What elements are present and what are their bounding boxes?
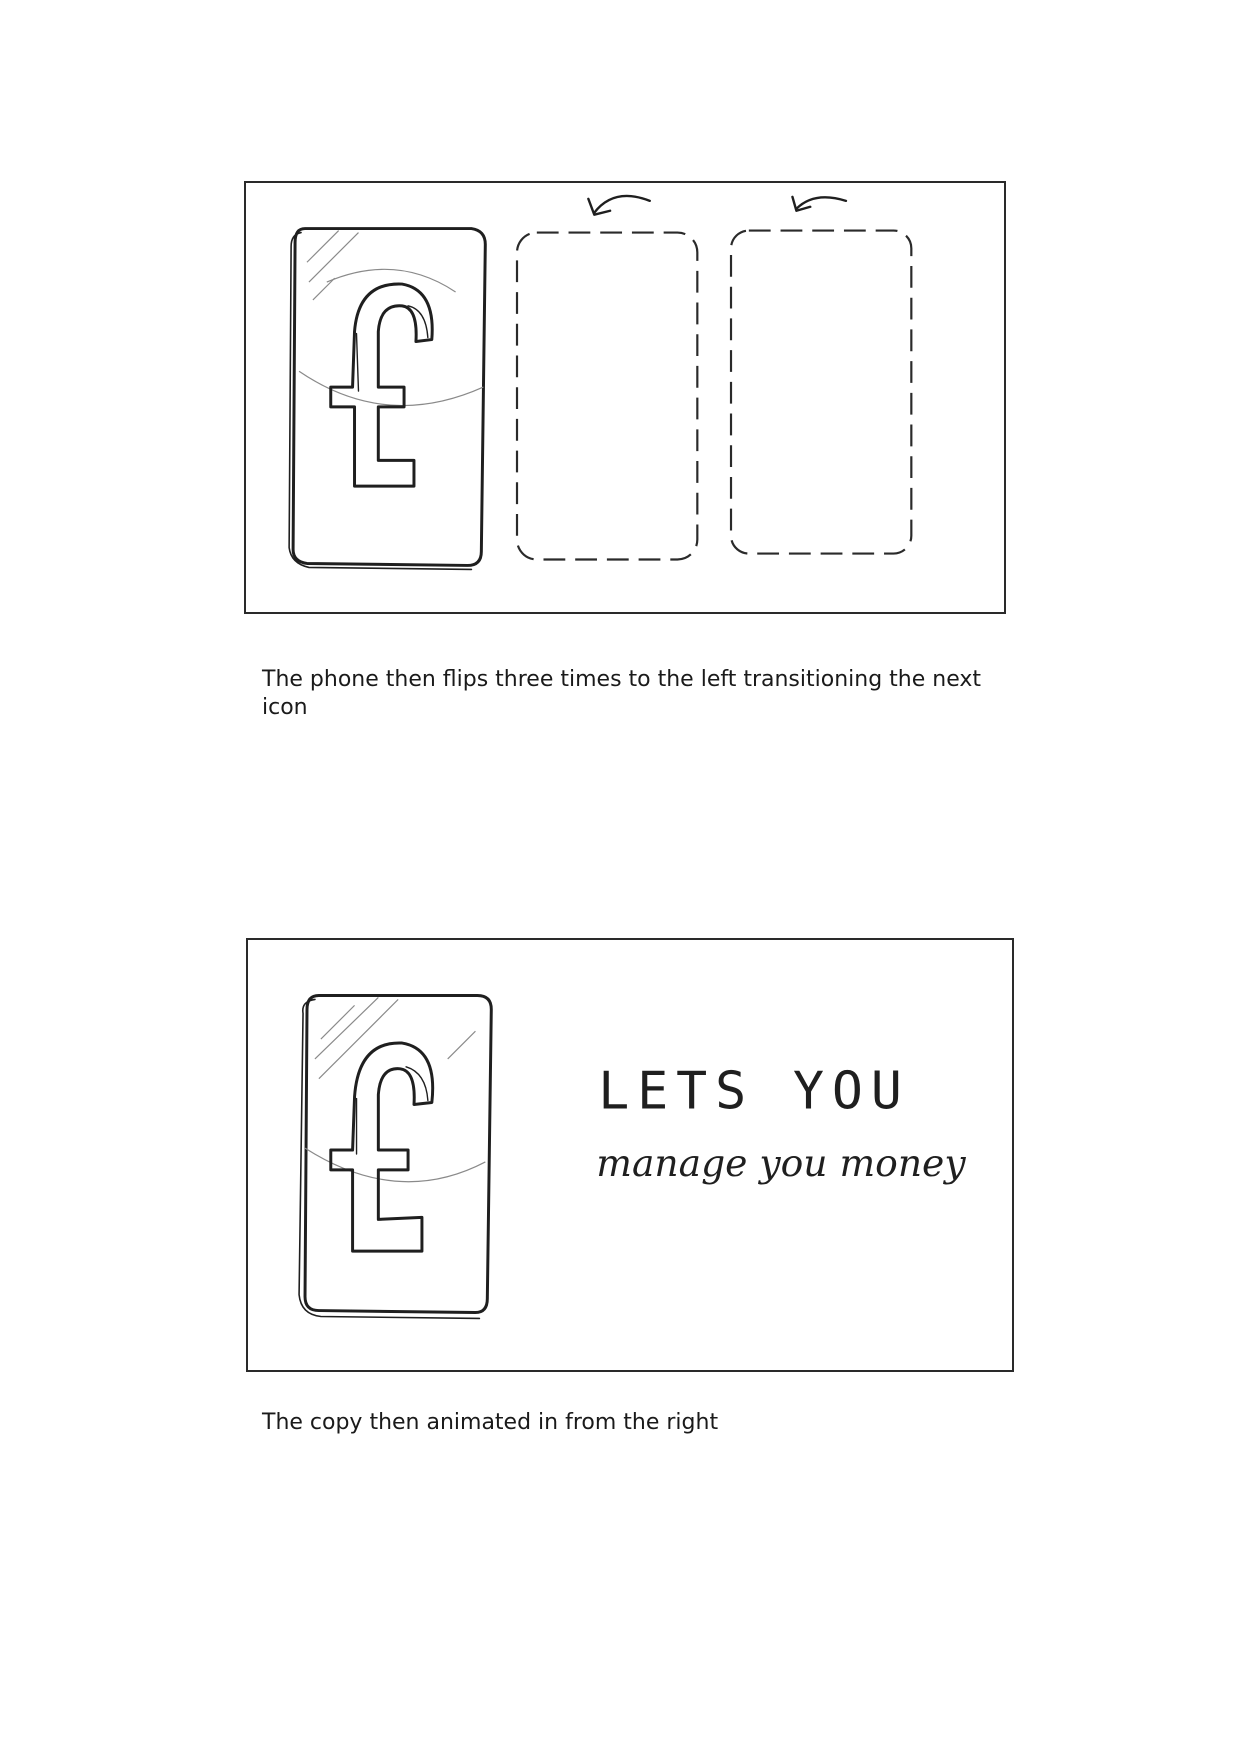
pound-sign-icon [331,284,432,486]
frame-1-caption: The phone then flips three times to the left transitioning the next icon [262,667,981,720]
flip-arrow-icon [792,197,846,211]
placeholder-phone-1 [517,233,697,560]
flip-arrow-icon [588,196,649,215]
pound-sign-icon [331,1043,433,1251]
storyboard-frame-2 [246,938,1014,1372]
placeholder-phone-2 [731,231,911,554]
storyboard-frame-1 [244,181,1006,614]
frame-2-caption: The copy then animated in from the right [262,1410,719,1435]
frame-1-sketch [246,183,1004,612]
phone-icon [289,229,485,570]
subline-text: manage you money [596,1140,966,1185]
headline-text: LETS YOU [598,1061,910,1122]
frame-2-sketch [248,940,1012,1370]
